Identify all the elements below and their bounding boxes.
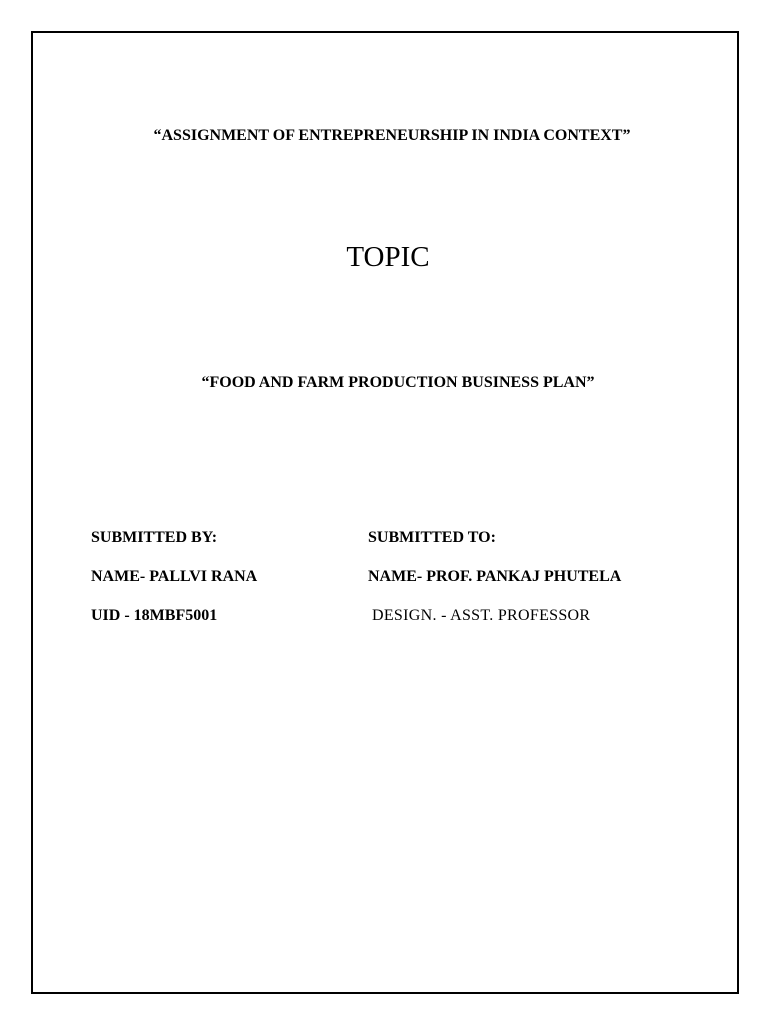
plan-title: “FOOD AND FARM PRODUCTION BUSINESS PLAN” (201, 374, 595, 391)
page-border (31, 31, 739, 994)
topic-heading: TOPIC (346, 241, 430, 273)
submitted-to-designation: DESIGN. - ASST. PROFESSOR (372, 607, 591, 624)
submitted-to-name: NAME- PROF. PANKAJ PHUTELA (368, 568, 622, 585)
assignment-title: “ASSIGNMENT OF ENTREPRENEURSHIP IN INDIA CONTEXT” (153, 127, 631, 144)
submitted-by-name: NAME- PALLVI RANA (91, 568, 258, 585)
submitted-by-label: SUBMITTED BY: (91, 529, 218, 546)
submitted-by-uid: UID - 18MBF5001 (91, 607, 218, 624)
submitted-to-label: SUBMITTED TO: (368, 529, 496, 546)
